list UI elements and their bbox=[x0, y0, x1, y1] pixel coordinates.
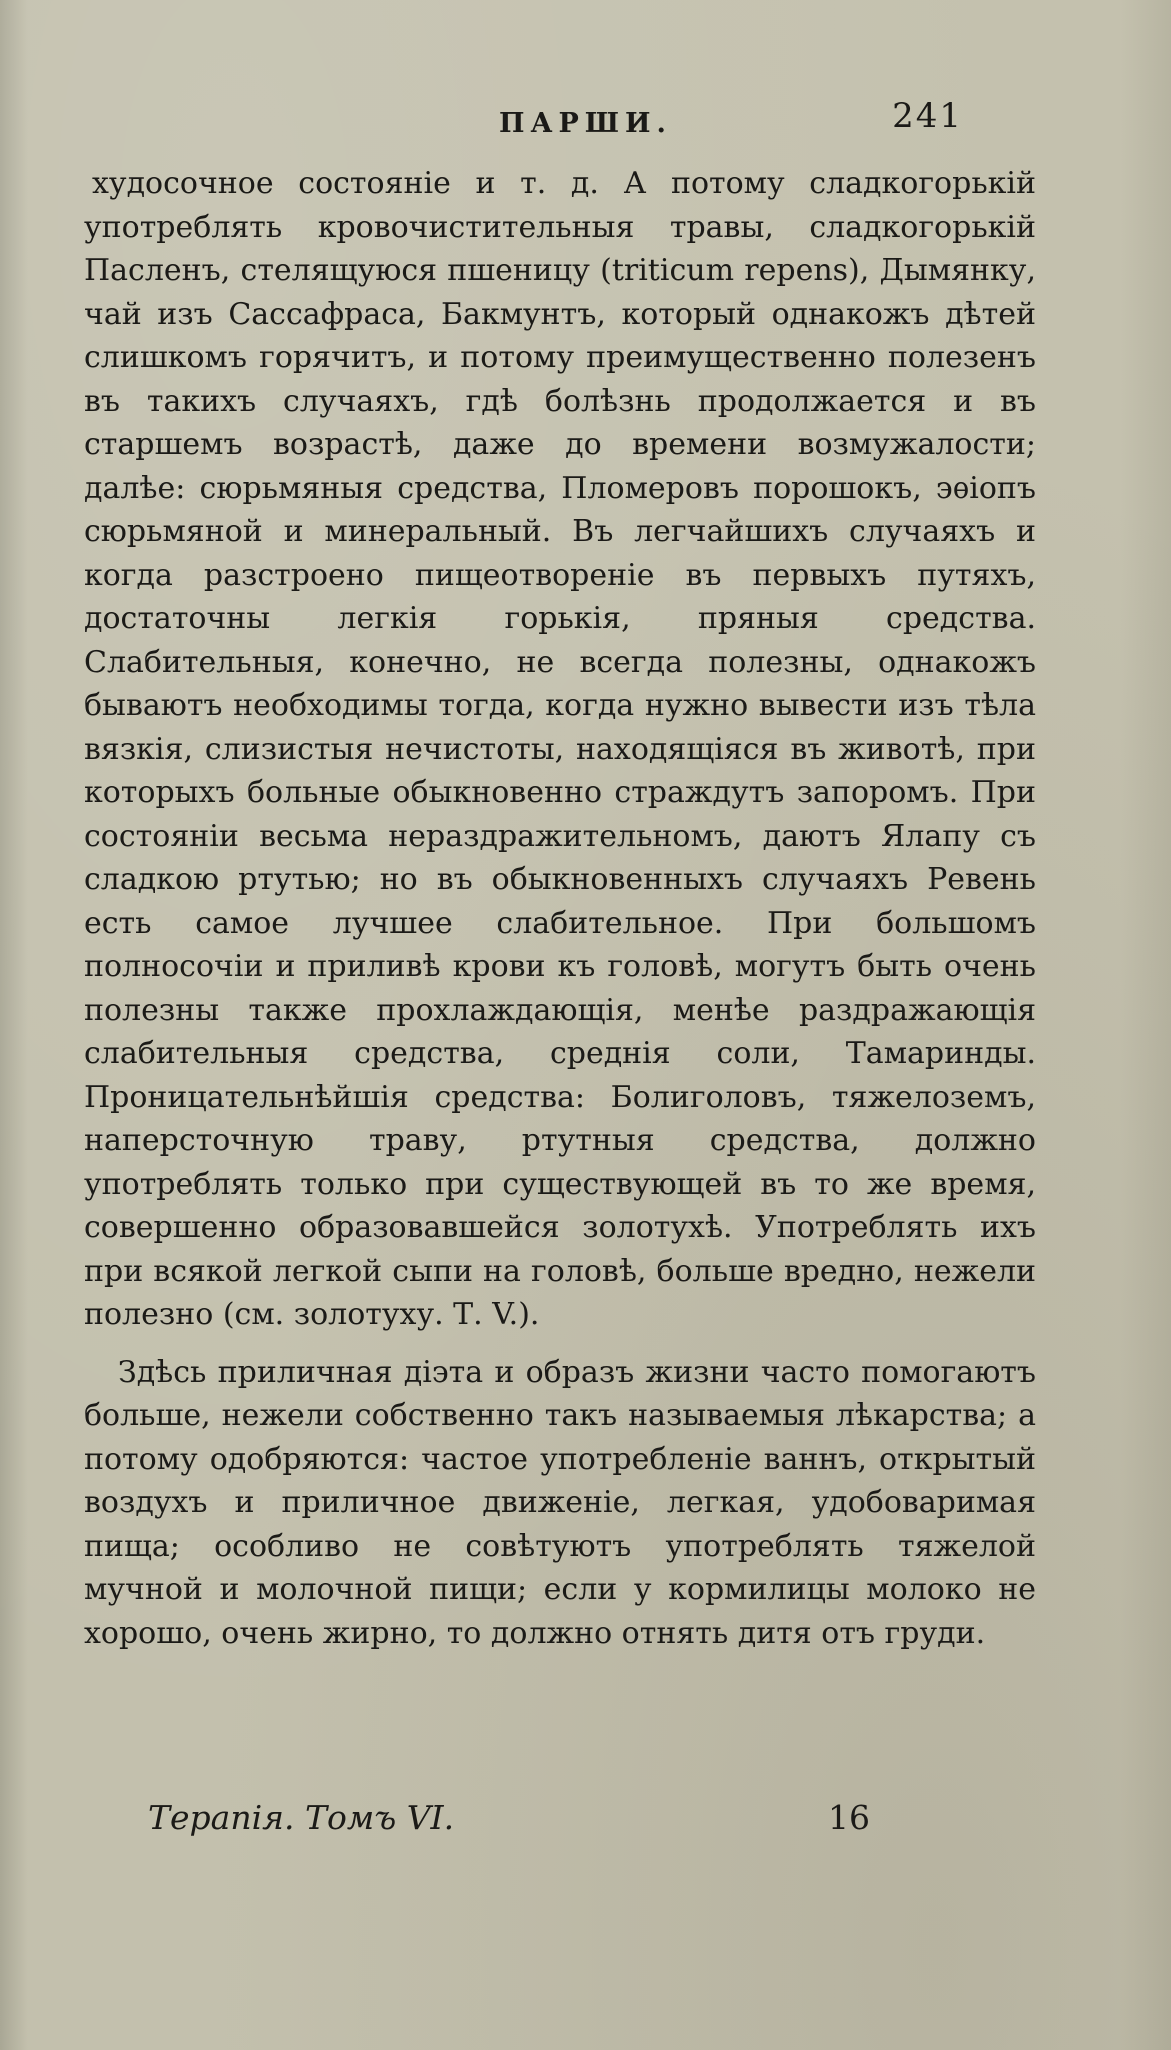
body-text bbox=[84, 162, 1036, 1655]
paragraph-1: худосочное состояніе и т. д. А потому сладкогорькій употреблять кровочистительныя травы, сладкогорькій Пасленъ, стелящуюся пшеницу (triticum repens), Дымянку, чай изъ Сассафраса, Бакмунтъ, который однакожъ дѣтей слишкомъ горячитъ, и потому преимущественно полезенъ въ такихъ случаяхъ, гдѣ болѣзнь продолжается и въ старшемъ возрастѣ, даже до времени возмужалости; далѣе: сюрьмяныя средства, Пломеровъ порошокъ, эѳіопъ сюрьмяной и минеральный. Въ легчайшихъ случаяхъ и когда разстроено пищеотвореніе въ первыхъ путяхъ, достаточны легкія горькія, пряныя средства. Слабительныя, конечно, не всегда полезны, однакожъ бываютъ необходимы тогда, когда нужно вывести изъ тѣла вязкія, слизистыя нечистоты, находящіяся въ животѣ, при которыхъ больные обыкновенно страждутъ запоромъ. При состояніи весьма нераздражительномъ, даютъ Ялапу съ сладкою ртутью; но въ обыкновенныхъ случаяхъ Ревень есть самое лучшее слабительное. При большомъ полносочіи и приливѣ крови къ головѣ, могутъ быть очень полезны также прохлаждающія, менѣе раздражающія слабительныя средства, среднія соли, Тамаринды. Проницательнѣйшія средства: Болиголовъ, тяжелоземъ, наперсточную траву, ртутныя средства, должно употреблять только при существующей въ то же время, совершенно образовавшейся золотухѣ. Употреблять ихъ при всякой легкой сыпи на головѣ, больше вредно, нежели полезно (см. золотуху. Т. V.). bbox=[84, 166, 1036, 1332]
footer-sheet-number: 16 bbox=[828, 1798, 870, 1837]
paragraph-2: Здѣсь приличная діэта и образъ жизни часто помогаютъ больше, нежели собственно такъ называемыя лѣкарства; а потому одобряются: частое употребленіе ваннъ, открытый воздухъ и приличное движеніе, легкая, удобоваримая пища; особливо не совѣтуютъ употреблять тяжелой мучной и молочной пищи; если у кормилицы молоко не хорошо, очень жирно, то должно отнять дитя отъ груди. bbox=[84, 1354, 1036, 1651]
page-number: 241 bbox=[892, 96, 963, 136]
footer-signature: Терапія. Томъ VI. bbox=[148, 1798, 455, 1837]
running-head: ПАРШИ. bbox=[499, 108, 672, 139]
